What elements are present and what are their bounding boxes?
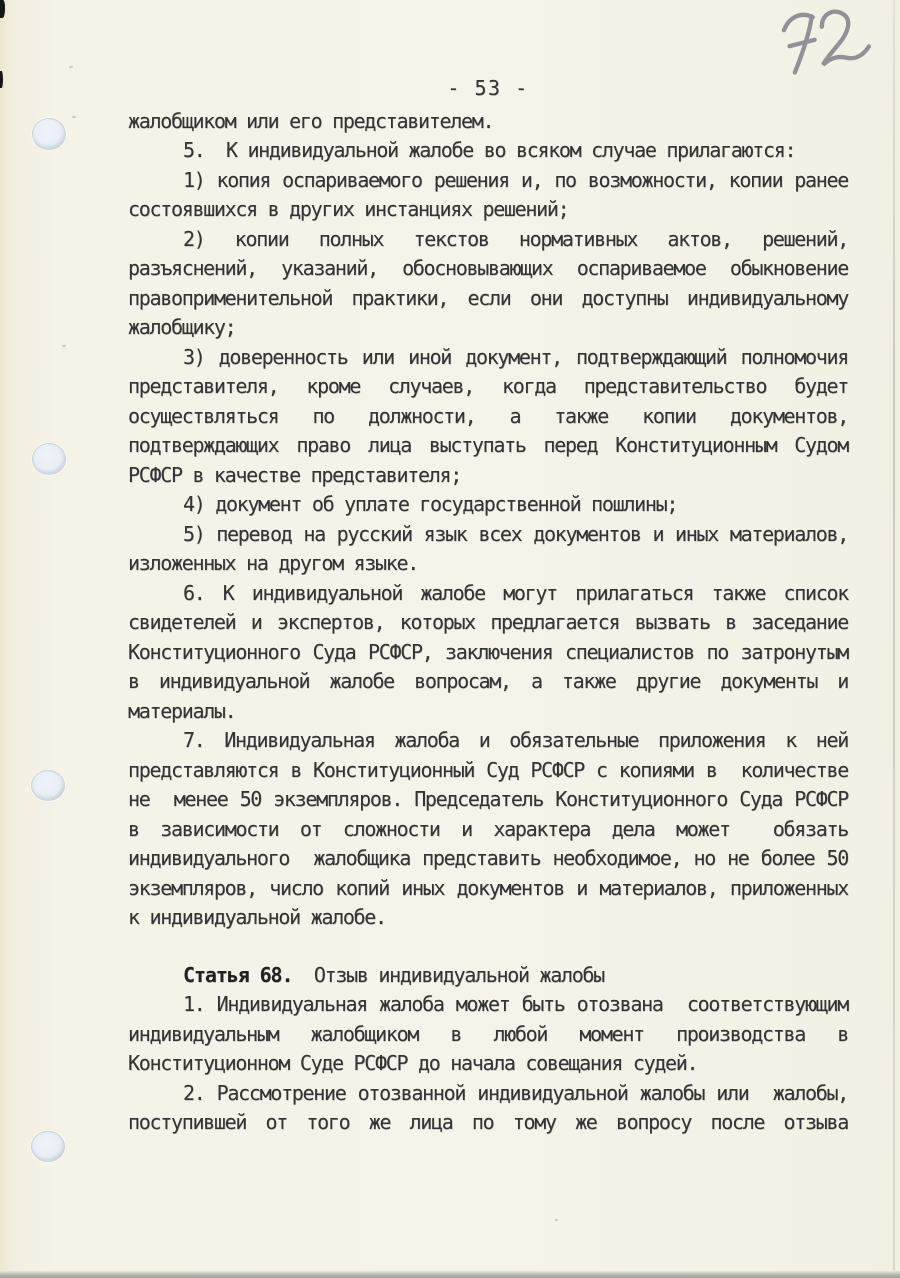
scan-bottom-edge [0, 1271, 900, 1278]
text-line: подтверждающих право лица выступать перед Конституционным Судом [128, 433, 848, 457]
text-line: в зависимости от сложности и характера дела может обязать [128, 816, 848, 841]
body-lines [128, 107, 848, 1138]
text-line: не менее 50 экземпляров. Председатель Конституционного Суда РСФСР [128, 787, 848, 811]
paper-speck [72, 116, 76, 119]
handwritten-page-number [769, 0, 879, 82]
text-line: 2) копии полных текстов нормативных актов, решений, [183, 226, 848, 251]
text-line: представляются в Конституционный Суд РСФСР с копиями в количестве [128, 757, 848, 782]
text-line: жалобщиком или его представителем. [128, 108, 494, 133]
text-line: экземпляров, число копий иных документов и материалов, приложенных [128, 875, 848, 900]
text-line: осуществляться по должности, а также копии документов, [128, 403, 848, 428]
text-line: состоявшихся в других инстанциях решений; [128, 197, 569, 221]
text-line: разъяснений, указаний, обосновывающих оспариваемое обыкновение [128, 256, 848, 280]
scan-edge-mark [0, 0, 5, 18]
pencil-handwriting-icon [769, 0, 879, 82]
typewritten-text-block [128, 74, 848, 1138]
text-line: Конституционном Суде РСФСР до начала совещания судей. [128, 1051, 698, 1075]
text-line: Статья 68. Отзыв индивидуальной жалобы [183, 962, 604, 987]
text-line: поступившей от того же лица по тому же вопросу после отзыва [128, 1110, 848, 1134]
text-line: индивидуального жалобщика представить необходимое, но не более 50 [128, 846, 848, 870]
scan-edge-mark [0, 71, 3, 88]
punch-hole [32, 118, 66, 150]
text-line: к индивидуальной жалобе. [128, 905, 386, 929]
paper-speck [62, 345, 66, 348]
text-line: изложенных на другом языке. [128, 551, 419, 575]
text-line: правоприменительной практики, если они доступны индивидуальному [128, 285, 848, 310]
text-line: материалы. [128, 698, 236, 723]
text-line: индивидуальным жалобщиком в любой момент производства в [128, 1021, 848, 1046]
text-line: в индивидуальной жалобе вопросам, а также другие документы и [128, 669, 848, 693]
punch-hole [32, 443, 66, 475]
punch-hole [31, 1131, 65, 1162]
text-line: 1. Индивидуальная жалоба может быть отозвана соответствующим [183, 992, 848, 1016]
text-line: 2. Рассмотрение отозванной индивидуальной жалобы или жалобы, [183, 1080, 848, 1105]
text-line: свидетелей и экспертов, которых предлагается вызвать в заседание [128, 610, 848, 634]
text-line: 7. Индивидуальная жалоба и обязательные приложения к ней [183, 728, 848, 752]
text-line: РСФСР в качестве представителя; [128, 462, 461, 487]
article-heading-label: Статья 68. [183, 962, 293, 987]
paper-speck [555, 1219, 558, 1221]
text-line: 6. К индивидуальной жалобе могут прилагаться также список [183, 580, 848, 605]
text-line: 3) доверенность или иной документ, подтверждающий полномочия [183, 344, 848, 369]
punch-hole [31, 770, 65, 801]
page-number: - 53 - [447, 76, 529, 100]
text-line: 4) документ об уплате государственной пошлины; [183, 492, 678, 516]
text-line: 1) копия оспариваемого решения и, по возможности, копии ранее [183, 167, 848, 192]
page-edge-line [893, 0, 895, 1271]
text-line: 5. К индивидуальной жалобе во всяком случае прилагаются: [183, 138, 796, 162]
text-line: жалобщику; [128, 315, 236, 339]
text-line: представителя, кроме случаев, когда представительство будет [128, 374, 848, 398]
text-line: Конституционного Суда РСФСР, заключения специалистов по затронутым [128, 639, 848, 664]
paper-speck [69, 65, 73, 68]
text-line: 5) перевод на русский язык всех документов и иных материалов, [183, 521, 848, 546]
